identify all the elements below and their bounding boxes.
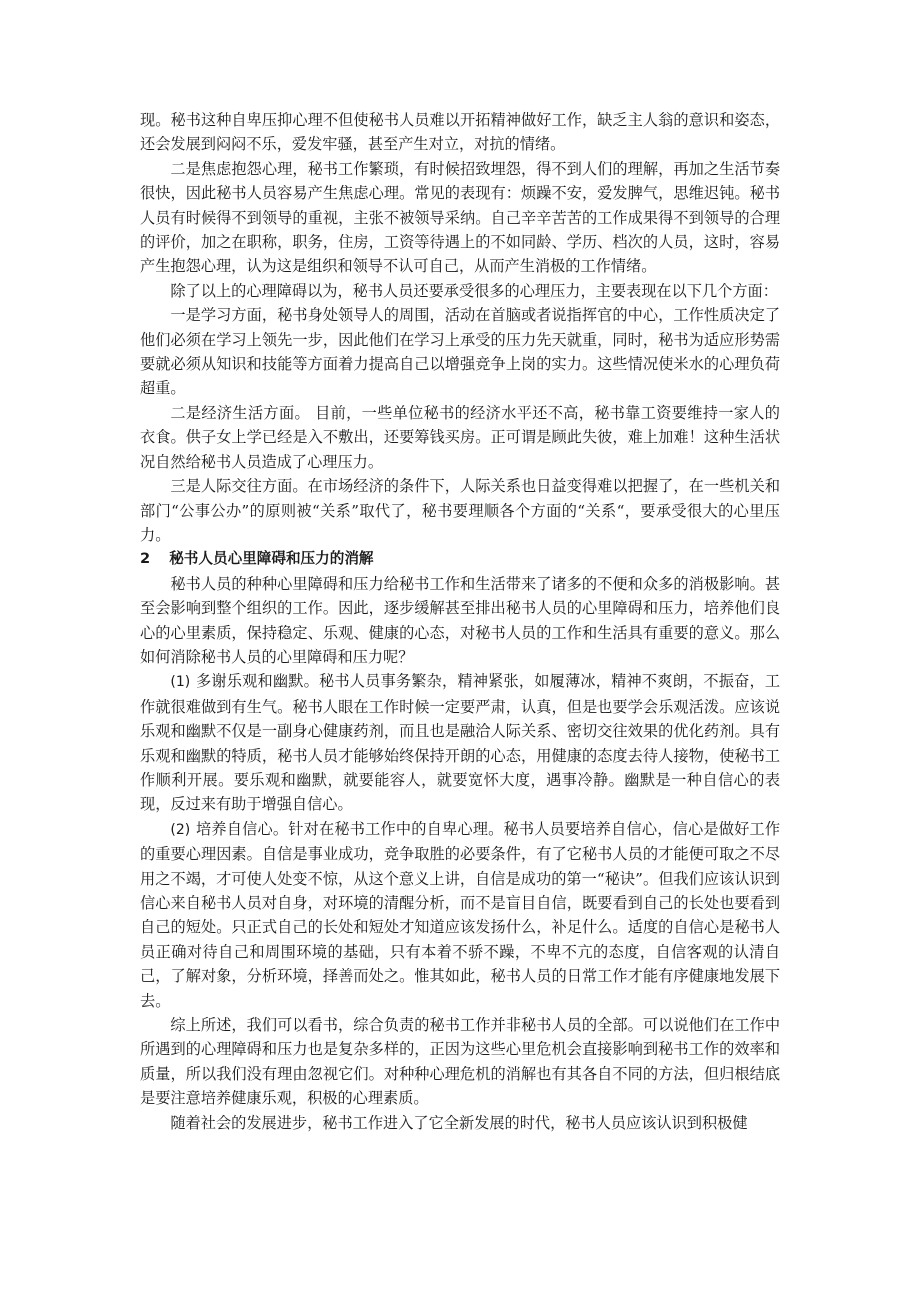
document-page [140, 108, 780, 1135]
list-item-1-text: 多谢乐观和幽默。秘书人员事务繁杂，精神紧张，如履薄冰，精神不爽朗，不振奋，工作就很难做到有生气。秘书人眼在工作时候一定要严肃，认真，但是也要学会乐观活泼。应该说乐观和幽默不仅是一副身心健康药剂，而且也是融洽人际关系、密切交往效果的优化药剂。具有乐观和幽默的特质，秘书人员才能够始终保持开朗的心态，用健康的态度去待人接物，使秘书工作顺利开展。要乐观和幽默，就要能容人，就要宽怀大度，遇事冷静。幽默是一种自信心的表现，反过来有助于增强自信心。 [140, 672, 780, 814]
list-item-1-number: (1) [170, 674, 191, 691]
paragraph-2: 二是焦虑抱怨心理，秘书工作繁琐，有时候招致埋怨，得不到人们的理解，再加之生活节奏很快，因此秘书人员容易产生焦虑心理。常见的表现有：烦躁不安，爱发脾气，思维迟钝。秘书人员有时候得不到领导的重视，主张不被领导采纳。自己辛辛苦苦的工作成果得不到领导的合理的评价，加之在职称，职务，住房，工资等待遇上的不如同龄、学历、档次的人员，这时，容易产生抱怨心理，认为这是组织和领导不认可自己，从而产生消极的工作情绪。 [140, 159, 780, 276]
paragraph-4: 一是学习方面，秘书身处领导人的周围，活动在首脑或者说指挥官的中心，工作性质决定了他们必须在学习上领先一步，因此他们在学习上承受的压力先天就重，同时，秘书为适应形势需要就必须从知识和技能等方面着力提高自己以增强竞争上岗的实力。这些情况使米水的心理负荷超重。 [140, 306, 780, 398]
paragraph-7-text: 秘书人员的种种心里障碍和压力给秘书工作和生活带来了诸多的不便和众多的消极影响。甚至会影响到整个组织的工作。因此，逐步缓解甚至排出秘书人员的心里障碍和压力，培养他们良心的心里素质，保持稳定、乐观、健康的心态，对秘书人员的工作和生活具有重要的意义。那么如何消除秘书人员的心里障碍和压力呢？ [140, 574, 780, 666]
section-number: 2 [140, 550, 151, 568]
paragraph-10-text: 综上所述，我们可以看书，综合负责的秘书工作并非秘书人员的全部。可以说他们在工作中所遇到的心理障碍和压力也是复杂多样的，正因为这些心里危机会直接影响到秘书工作的效率和质量，所以我们没有理由忽视它们。对种种心理危机的消解也有其各自不同的方法，但归根结底是要注意培养健康乐观，积极的心理素质。 [140, 1016, 780, 1108]
paragraph-1: 现。秘书这种自卑压抑心理不但使秘书人员难以开拓精神做好工作，缺乏主人翁的意识和姿态，还会发展到闷闷不乐，爱发牢骚，甚至产生对立，对抗的情绪。 [140, 111, 780, 154]
paragraph-11 [140, 1111, 780, 1135]
paragraph-5: 二是经济生活方面。 目前，一些单位秘书的经济水平还不高，秘书靠工资要维持一家人的衣食。供子女上学已经是入不敷出，还要筹钱买房。正可谓是顾此失彼，难上加难！这种生活状况自然给秘书人员造成了心理压力。 [140, 403, 780, 471]
section-title: 秘书人员心里障碍和压力的消解 [169, 550, 374, 568]
paragraph-11-text: 随着社会的发展进步，秘书工作进入了它全新发展的时代，秘书人员应该认识到积极健 [170, 1113, 748, 1132]
list-item-2 [140, 817, 780, 1013]
list-item-1 [140, 669, 780, 816]
paragraph-3: 除了以上的心理障碍以为，秘书人员还要承受很多的心理压力，主要表现在以下几个方面： [170, 281, 778, 300]
paragraph-7 [140, 572, 780, 670]
section-heading [140, 547, 780, 571]
paragraph-6: 三是人际交往方面。在市场经济的条件下，人际关系也日益变得难以把握了，在一些机关和部门“公事公办”的原则被“关系”取代了，秘书要理顺各个方面的“关系“，要承受很大的心里压力。 [140, 477, 780, 544]
paragraph-10 [140, 1013, 780, 1111]
list-item-2-number: (2) [170, 821, 191, 838]
list-item-2-text: 培养自信心。针对在秘书工作中的自卑心理。秘书人员要培养自信心，信心是做好工作的重要心理因素。自信是事业成功，竞争取胜的必要条件，有了它秘书人员的才能便可取之不尽用之不竭，才可使人处变不惊，从这个意义上讲，自信是成功的第一“秘诀”。但我们应该认识到信心来自秘书人员对自身，对环境的清醒分析，而不是盲目自信，既要看到自己的长处也要看到自己的短处。只正式自己的长处和短处才知道应该发扬什么，补足什么。适度的自信心是秘书人员正确对待自己和周围环境的基础，只有本着不骄不躁，不卑不亢的态度，自信客观的认清自己，了解对象，分析环境，择善而处之。惟其如此，秘书人员的日常工作才能有序健康地发展下去。 [140, 819, 780, 1010]
